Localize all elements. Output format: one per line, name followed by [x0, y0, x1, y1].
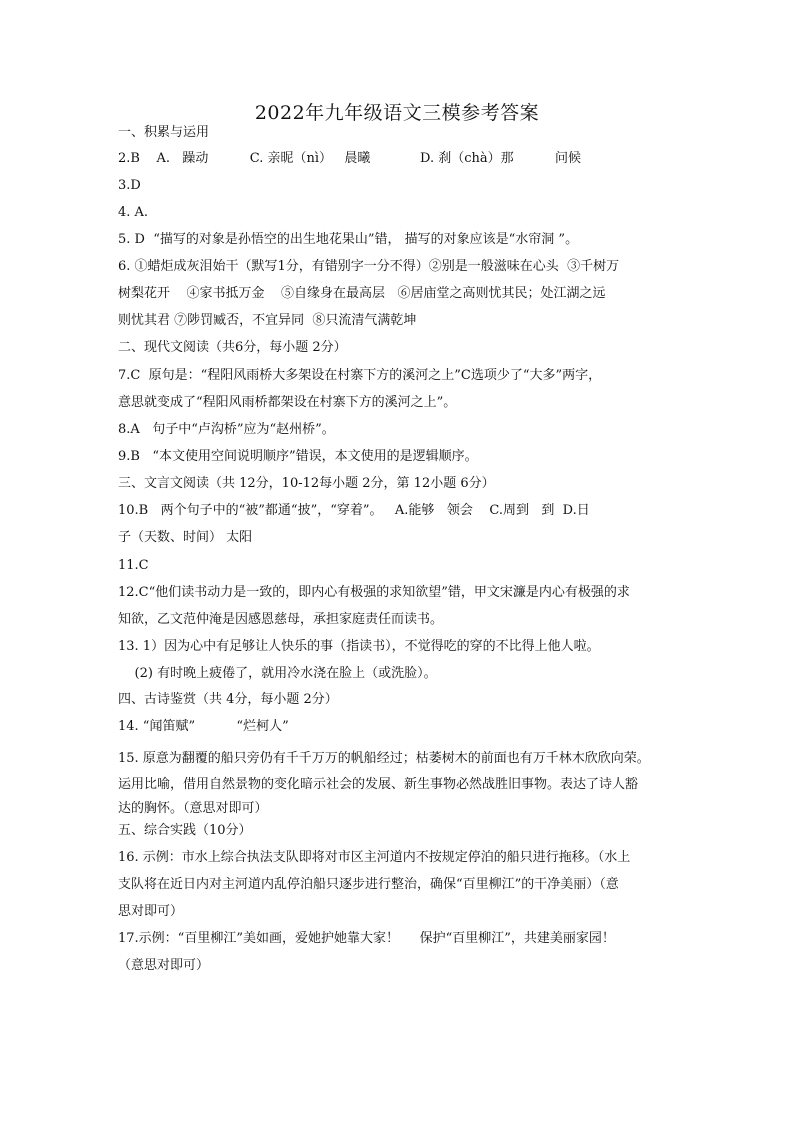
- section-heading-2: 二、现代文阅读（共6分，每小题 2分）: [118, 340, 347, 355]
- answer-line-15a: 15. 原意为翻覆的船只旁仍有千千万万的帆船经过；枯萎树木的前面也有万千林木欣欣向荣。: [118, 751, 650, 766]
- answer-line-14: 14. “闻笛赋” “烂柯人”: [118, 719, 289, 734]
- answer-line-17b: （意思对即可）: [118, 958, 210, 973]
- answer-line-10a: 10.B 两个句子中的“被”都通“披”，“穿着”。 A.能够 领会 C.周到 到 D.日: [118, 503, 590, 518]
- section-heading-3: 三、文言文阅读（共 12分，10-12每小题 2分，第 12小题 6分）: [118, 476, 495, 491]
- answer-line-5: 5. D “描写的对象是孙悟空的出生地花果山”错， 描写的对象应该是“水帘洞 ”。: [118, 232, 579, 247]
- answer-line-16a: 16. 示例：市水上综合执法支队即将对市区主河道内不按规定停泊的船只进行拖移。（水上: [118, 850, 631, 865]
- answer-line-3: 3.D: [118, 178, 141, 193]
- answer-line-6c: 则忧其君 ⑦陟罚臧否，不宜异同 ⑧只流清气满乾坤: [118, 313, 417, 328]
- answer-line-7b: 意思就变成了“程阳风雨桥都架设在村寨下方的溪河之上”。: [118, 395, 457, 410]
- section-heading-4: 四、古诗鉴赏（共 4分，每小题 2分）: [118, 692, 338, 707]
- answer-line-12b: 知欲，乙文范仲淹是因感恩慈母，承担家庭责任而读书。: [118, 612, 444, 627]
- section-heading-5: 五、综合实践（10分）: [118, 823, 252, 838]
- section-heading-1: 一、积累与运用: [118, 125, 210, 140]
- answer-line-15c: 达的胸怀。（意思对即可）: [118, 801, 268, 816]
- answer-line-6a: 6. ①蜡炬成灰泪始干（默写1分，有错别字一分不得）②别是一般滋味在心头 ③千树万: [118, 259, 620, 274]
- answer-line-6b: 树梨花开 ④家书抵万金 ⑤自缘身在最高层 ⑥居庙堂之高则忧其民；处江湖之远: [118, 286, 606, 301]
- answer-line-2: 2.B A. 躁动 C. 亲昵（nì） 晨曦 D. 刹（chà）那 问候: [118, 151, 581, 166]
- answer-line-16c: 思对即可）: [118, 904, 184, 919]
- answer-line-8: 8.A 句子中“卢沟桥”应为“赵州桥”。: [118, 422, 335, 437]
- answer-line-10b: 子（天数、时间） 太阳: [118, 530, 253, 545]
- answer-line-7a: 7.C 原句是：“程阳风雨桥大多架设在村寨下方的溪河之上”C选项少了“大多”两字，: [118, 368, 602, 383]
- document-title: 2022年九年级语文三模参考答案: [254, 102, 540, 124]
- answer-line-9: 9.B “本文使用空间说明顺序”错误，本文使用的是逻辑顺序。: [118, 449, 478, 464]
- answer-line-15b: 运用比喻，借用自然景物的变化暗示社会的发展、新生事物必然战胜旧事物。表达了诗人豁: [118, 777, 639, 792]
- answer-line-4: 4. A.: [118, 205, 149, 220]
- answer-line-11: 11.C: [118, 558, 149, 573]
- answer-line-13b: (2) 有时晚上疲倦了，就用冷水浇在脸上（或洗脸）。: [118, 666, 437, 681]
- answer-line-13a: 13. 1）因为心中有足够让人快乐的事（指读书），不觉得吃的穿的不比得上他人啦。: [118, 639, 600, 654]
- answer-line-12a: 12.C“他们读书动力是一致的，即内心有极强的求知欲望”错，甲文宋濂是内心有极强的求: [118, 585, 630, 600]
- answer-line-17a: 17.示例：“百里柳江”美如画，爱她护她靠大家！ 保护“百里柳江”，共建美丽家园！: [118, 931, 615, 946]
- answer-line-16b: 支队将在近日内对主河道内乱停泊船只逐步进行整治，确保“百里柳江”的干净美丽）（意: [118, 877, 619, 892]
